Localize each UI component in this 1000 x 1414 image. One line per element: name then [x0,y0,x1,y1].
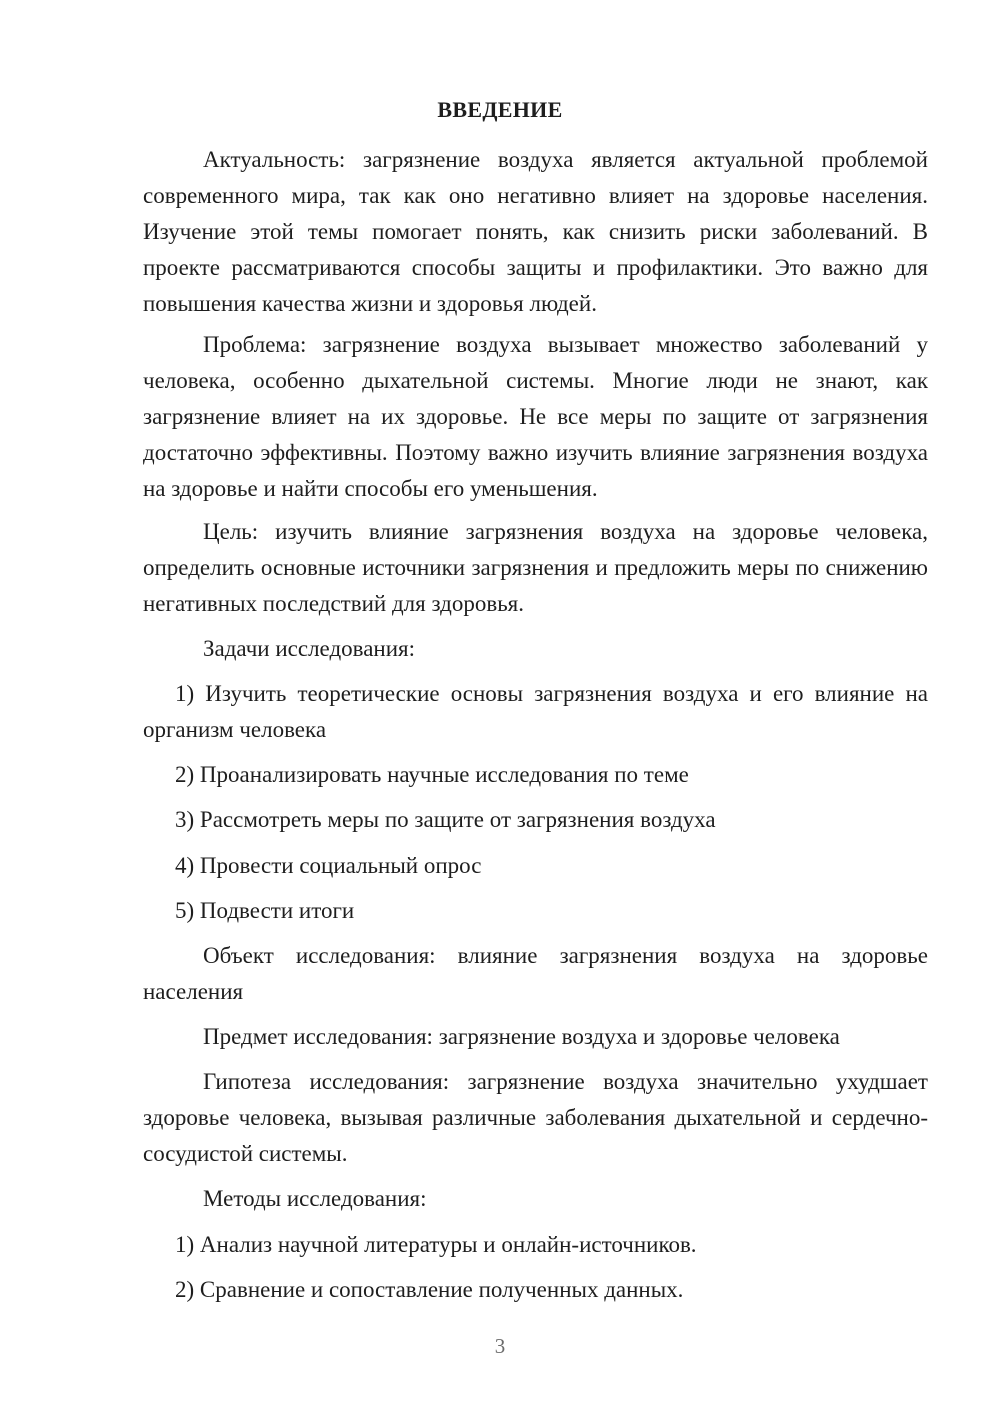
relevance-paragraph: Актуальность: загрязнение воздуха является актуальной проблемой современного мира, так как оно негативно влияет на здоровье населения. Изучение этой темы помогает понять, как снизить риски заболеваний. В проекте рассматриваются способы защиты и профилактики. Это важно для повышения качества жизни и здоровья людей. [143,147,928,316]
methods-heading: Методы исследования: [203,1186,427,1211]
section-title: ВВЕДЕНИЕ [437,97,563,122]
method-item-2: 2) Сравнение и сопоставление полученных данных. [175,1277,684,1302]
goal-paragraph: Цель: изучить влияние загрязнения воздуха на здоровье человека, определить основные источники загрязнения и предложить меры по снижению негативных последствий для здоровья. [143,519,928,616]
task-item-5: 5) Подвести итоги [175,898,355,923]
task-item-3: 3) Рассмотреть меры по защите от загрязнения воздуха [175,807,716,832]
hypothesis-paragraph: Гипотеза исследования: загрязнение воздуха значительно ухудшает здоровье человека, вызывая различные заболевания дыхательной и сердечно-сосудистой системы. [143,1069,928,1166]
subject-paragraph: Предмет исследования: загрязнение воздуха и здоровье человека [203,1024,840,1049]
task-item-4: 4) Провести социальный опрос [175,853,482,878]
task-item-1: 1) Изучить теоретические основы загрязнения воздуха и его влияние на организм человека [143,681,928,742]
page-number: 3 [494,1334,506,1358]
problem-paragraph: Проблема: загрязнение воздуха вызывает множество заболеваний у человека, особенно дыхательной системы. Многие люди не знают, как загрязнение влияет на их здоровье. Не все меры по защите от загрязнения достаточно эффективны. Поэтому важно изучить влияние загрязнения воздуха на здоровье и найти способы его уменьшения. [143,332,928,501]
method-item-1: 1) Анализ научной литературы и онлайн-источников. [175,1232,697,1257]
object-paragraph: Объект исследования: влияние загрязнения воздуха на здоровье населения [143,943,928,1004]
tasks-heading: Задачи исследования: [203,636,416,661]
task-item-2: 2) Проанализировать научные исследования по теме [175,762,689,787]
